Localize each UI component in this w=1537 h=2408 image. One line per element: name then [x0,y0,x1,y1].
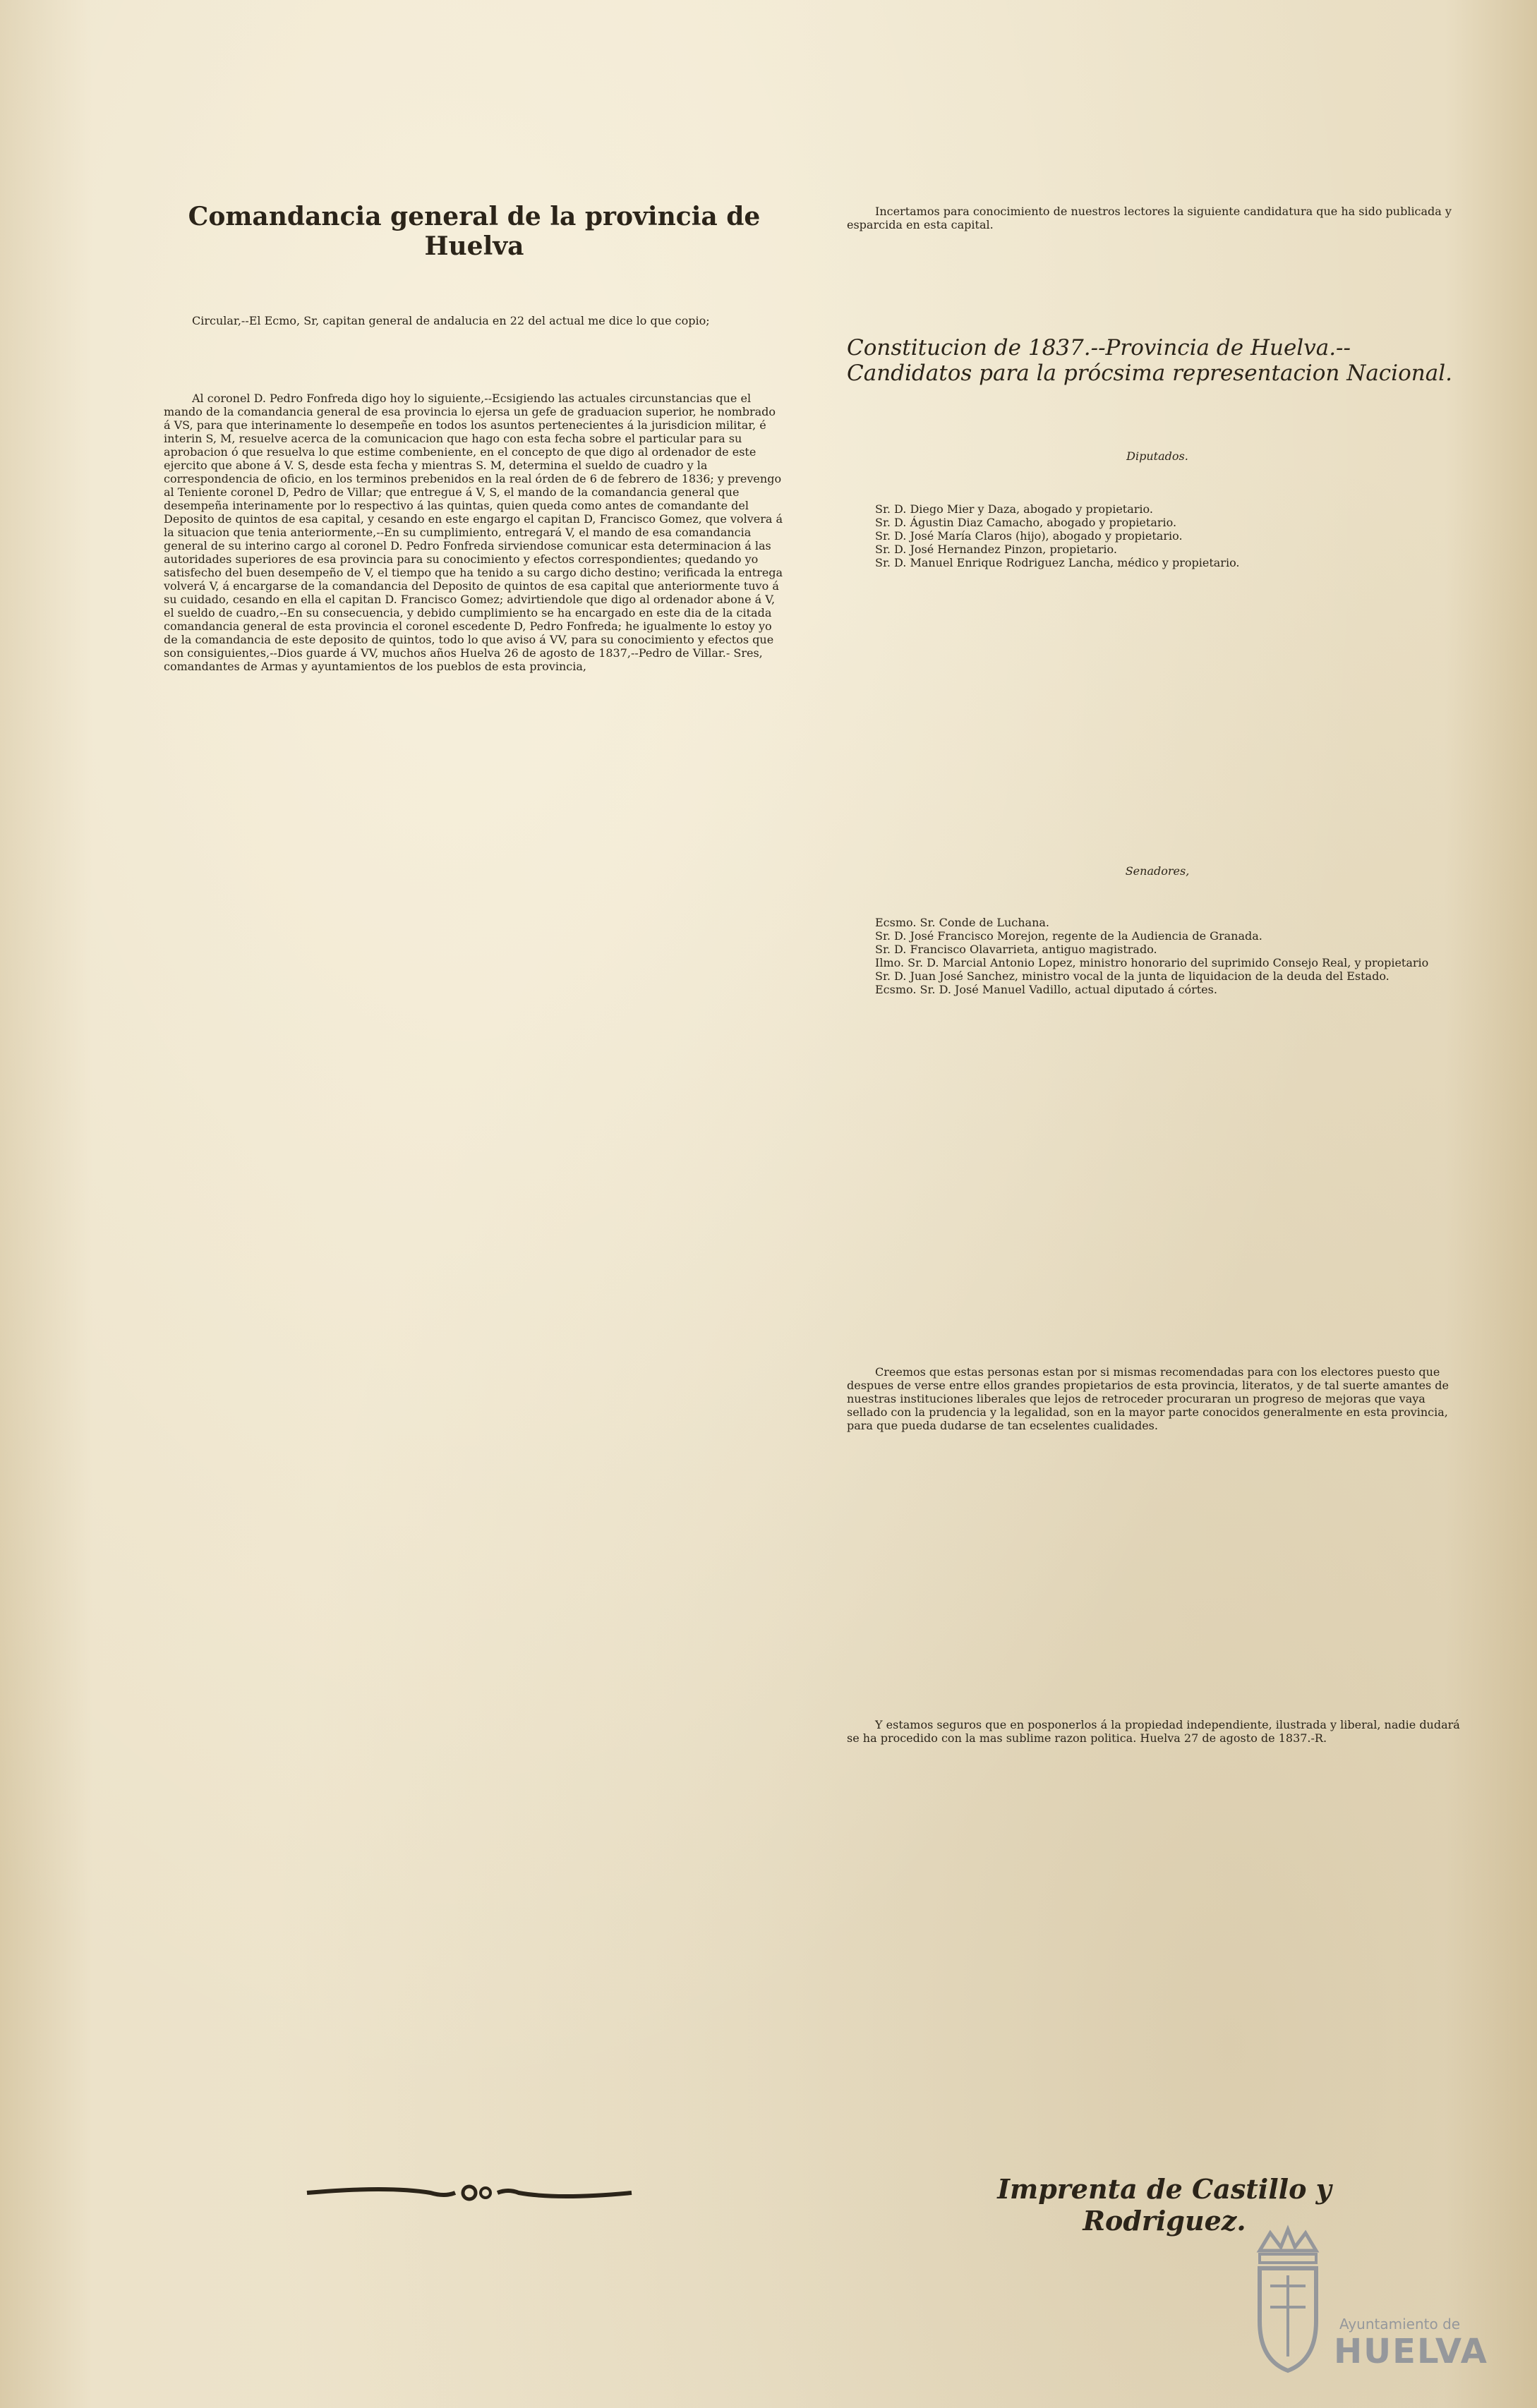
closing-paragraph-2: Y estamos seguros que en posponerlos á la propiedad independiente, ilustrada y liberal, nadie dudará se ha procedido con la mas sublime razon politica. Huelva 27 de agosto de 1837.-R. [847,1718,1460,1745]
crown-shield-icon [1249,2222,1327,2378]
senador-item: Ecsmo. Sr. Conde de Luchana. [875,916,1050,929]
diputado-item: Sr. D. José María Claros (hijo), abogado y propietario. [875,529,1183,543]
printer-imprint: Imprenta de Castillo y Rodriguez. [997,2173,1332,2237]
senador-item: Sr. D. Juan José Sanchez, ministro vocal de la junta de liquidacion de la deuda del Estado. [875,969,1390,983]
right-intro: Incertamos para conocimiento de nuestros lectores la siguiente candidatura que ha sido publicada y esparcida en esta capital. [847,205,1452,231]
senador-item: Sr. D. Francisco Olavarrieta, antiguo magistrado. [875,943,1157,956]
watermark-sub: Ayuntamiento de [1339,2316,1461,2333]
closing-paragraph-1: Creemos que estas personas estan por si mismas recomendadas para con los electores puesto que despues de verse entre ellos grandes propietarios de esta provincia, literatos, y de tal suerte amantes de nuestras instituciones liberales que lejos de retroceder procuraran un progreso de mejoras que vaya sellado con la prudencia y la legalidad, son en la mayor parte conocidos generalmente en esta provincia, para que pueda dudarse de tan ecselentes cualidades. [847,1365,1449,1432]
diputado-item: Sr. D. Manuel Enrique Rodriguez Lancha, médico y propietario. [875,556,1240,569]
left-paragraph-circular: Circular,--El Ecmo, Sr, capitan general de andalucia en 22 del actual me dice lo que copio; [192,314,710,327]
senador-item: Ilmo. Sr. D. Marcial Antonio Lopez, ministro honorario del suprimido Consejo Real, y propietario [875,956,1429,969]
huelva-watermark-logo [1249,2222,1489,2385]
ornament-divider [303,2179,635,2207]
left-paragraph-body: Al coronel D. Pedro Fonfreda digo hoy lo siguiente,--Ecsigiendo las actuales circunstancias que el mando de la comandancia general de esa provincia lo ejersa un gefe de graduacion superior, he nombrado á VS, para que interinamente lo desempeñe en todos los asuntos pertenecientes á la jurisdicion militar, é interin S, M, resuelve acerca de la comunicacion que hago con esta fecha sobre el particular para su aprobacion ó que resuelva lo que estime combeniente, en el concepto de que digo al ordenador de este ejercito que abone á V. S, desde esta fecha y mientras S. M, determina el sueldo de cuadro y la correspondencia de oficio, en los terminos prebenidos en la real órden de 6 de febrero de 1836; y prevengo al Teniente coronel D, Pedro de Villar; que entregue á V, S, el mando de la comandancia general que desempeña interinamente por lo respectivo á las quintas, quien queda como antes de comandante del Deposito de quintos de esa capital, y cesando en este engargo el capitan D, Francisco Gomez, que volvera á la situacion que tenia anteriormente,--En su cumplimiento, entregará V, el mando de esa comandancia general de su interino cargo al coronel D. Pedro Fonfreda sirviendose comunicar esta determinacion á las autoridades superiores de esa provincia para su conocimiento y efectos correspondientes; quedando yo satisfecho del buen desempeño de V, el tiempo que ha tenido a su cargo dicho destino; verificada la entrega volverá V, á encargarse de la comandancia del Deposito de quintos de esa capital que anteriormente tuvo á su cuidado, cesando en ella el capitan D. Francisco Gomez; advirtiendole que digo al ordenador abone á V, el sueldo de cuadro,--En su consecuencia, y debido cumplimiento se ha encargado en este dia de la citada comandancia general de esta provincia el coronel escedente D, Pedro Fonfreda; he igualmente lo estoy yo de la comandancia de este deposito de quintos, todo lo que aviso á VV, para su conocimiento y efectos que son consiguientes,--Dios guarde á VV, muchos años Huelva 26 de agosto de 1837,--Pedro de Villar.- Sres, comandantes de Armas y ayuntamientos de los pueblos de esta provincia, [164,392,783,673]
senadores-list [847,916,1468,996]
right-subtitle: Constitucion de 1837.--Provincia de Huelva.--Candidatos para la prócsima representacion Nacional. [847,335,1452,386]
diputados-title: Diputados. [1126,449,1188,463]
senador-item: Ecsmo. Sr. D. José Manuel Vadillo, actual diputado á córtes. [875,983,1217,996]
senador-item: Sr. D. José Francisco Morejon, regente de la Audiencia de Granada. [875,929,1262,943]
senadores-title: Senadores, [1125,864,1190,878]
diputado-item: Sr. D. José Hernandez Pinzon, propietario. [875,543,1117,556]
diputados-list [847,502,1468,569]
watermark-brand: HUELVA [1334,2332,1488,2371]
left-heading: Comandancia general de la provincia de Huelva [188,202,761,261]
diputado-item: Sr. D. Águstin Diaz Camacho, abogado y propietario. [875,516,1177,529]
diputado-item: Sr. D. Diego Mier y Daza, abogado y propietario. [875,502,1153,516]
